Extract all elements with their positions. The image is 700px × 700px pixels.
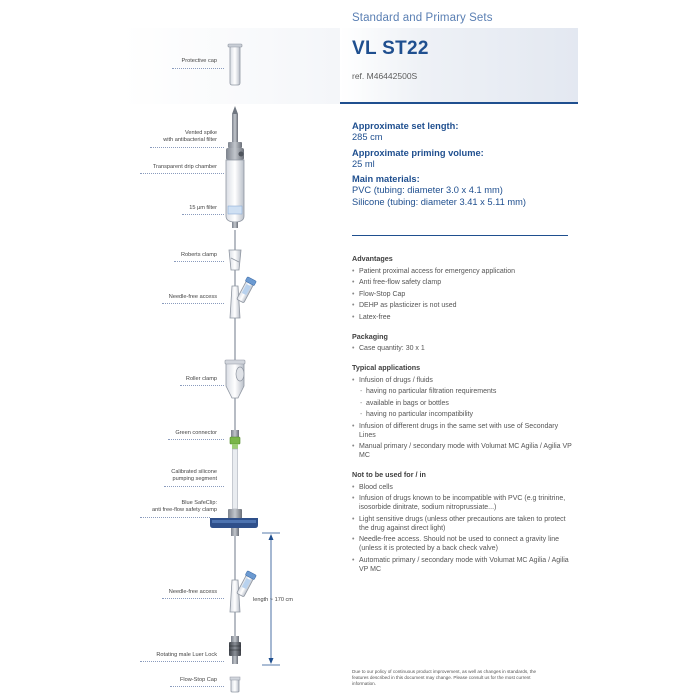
list-item: • Case quantity: 30 x 1 bbox=[352, 344, 572, 353]
spec-value-priming: 25 ml bbox=[352, 158, 375, 169]
label-pumping-1: Calibrated silicone bbox=[171, 469, 217, 475]
leader-line bbox=[170, 686, 224, 687]
leader-line bbox=[182, 214, 224, 215]
list-item: • Flow-Stop Cap bbox=[352, 290, 572, 299]
length-label: length ~ 170 cm bbox=[253, 597, 293, 603]
label-drip-chamber: Transparent drip chamber bbox=[152, 164, 217, 170]
leader-line bbox=[140, 661, 224, 662]
leader-line bbox=[180, 385, 224, 386]
list-item: • Manual primary / secondary mode with Volumat MC Agilia / Agilia VP MC bbox=[352, 442, 572, 460]
list-item: • Latex-free bbox=[352, 313, 572, 322]
list-subitem: - having no particular filtration requirements bbox=[352, 387, 572, 396]
list-item: • Automatic primary / secondary mode with Volumat MC Agilia / Agilia VP MC bbox=[352, 556, 572, 574]
label-roberts-clamp: Roberts clamp bbox=[180, 252, 217, 258]
label-green-connector: Green connector bbox=[175, 430, 217, 436]
label-pumping-2: pumping segment bbox=[172, 476, 217, 482]
not-used-heading: Not to be used for / in bbox=[352, 470, 426, 479]
spec-value-pvc: PVC (tubing: diameter 3.0 x 4.1 mm) bbox=[352, 185, 503, 195]
list-item: • Infusion of different drugs in the same set with use of Secondary Lines bbox=[352, 422, 572, 440]
product-title: VL ST22 bbox=[352, 38, 429, 59]
product-ref: ref. M46442500S bbox=[352, 71, 418, 81]
applications-heading: Typical applications bbox=[352, 363, 421, 372]
rotating-luer-lock bbox=[229, 636, 241, 664]
roberts-clamp bbox=[229, 250, 241, 270]
advantages-heading: Advantages bbox=[352, 254, 393, 263]
info-block bbox=[352, 252, 572, 574]
vented-spike bbox=[226, 106, 244, 160]
not-used-list bbox=[352, 483, 572, 574]
leader-line bbox=[172, 68, 224, 69]
list-item: • Infusion of drugs / fluids bbox=[352, 376, 572, 385]
flow-stop-cap bbox=[230, 677, 240, 692]
drip-chamber bbox=[226, 160, 244, 228]
footnote: Due to our policy of continuous product improvement, as well as changes in standards, the features described in this document may change. Please consult us for the most current information. bbox=[352, 669, 537, 686]
leader-line bbox=[150, 147, 224, 148]
protective-cap bbox=[228, 44, 242, 85]
label-needle-free-access-1: Needle-free access bbox=[168, 294, 217, 300]
green-connector bbox=[230, 430, 240, 449]
label-vented-spike-1: Vented spike bbox=[184, 130, 217, 136]
needle-free-access-2 bbox=[230, 571, 256, 612]
leader-line bbox=[164, 486, 224, 487]
packaging-heading: Packaging bbox=[352, 331, 388, 341]
packaging-list bbox=[352, 344, 572, 353]
label-luer-lock: Rotating male Luer Lock bbox=[156, 652, 217, 658]
label-flow-stop-cap: Flow-Stop Cap bbox=[180, 677, 217, 683]
label-protective-cap: Protective cap bbox=[181, 58, 217, 64]
leader-line bbox=[162, 303, 224, 304]
spec-divider bbox=[352, 235, 568, 236]
label-filter: 15 µm filter bbox=[189, 205, 217, 211]
blue-safeclip bbox=[210, 509, 258, 536]
list-item: • DEHP as plasticizer is not used bbox=[352, 301, 572, 310]
list-item: • Needle-free access. Should not be used to connect a gravity line (unless it is protected by a back check valve) bbox=[352, 535, 572, 553]
applications-list bbox=[352, 376, 572, 461]
list-item: • Anti free-flow safety clamp bbox=[352, 278, 572, 287]
needle-free-access-1 bbox=[230, 277, 256, 318]
list-item: • Light sensitive drugs (unless other precautions are taken to protect the drug against direct light) bbox=[352, 515, 572, 533]
series-title: Standard and Primary Sets bbox=[352, 12, 493, 24]
label-safeclip-2: anti free-flow safety clamp bbox=[152, 507, 217, 513]
list-item: • Patient proximal access for emergency application bbox=[352, 267, 572, 276]
specs-block bbox=[352, 120, 572, 211]
list-subitem: - available in bags or bottles bbox=[352, 399, 572, 408]
advantages-list bbox=[352, 267, 572, 322]
list-subitem: - having no particular incompatibility bbox=[352, 410, 572, 419]
spec-value-silicone: Silicone (tubing: diameter 3.41 x 5.11 mm) bbox=[352, 196, 526, 207]
silicone-pumping-segment bbox=[233, 449, 238, 509]
leader-line bbox=[168, 439, 224, 440]
leader-line bbox=[162, 598, 224, 599]
label-vented-spike-2: with antibacterial filter bbox=[163, 137, 217, 143]
leader-line bbox=[174, 261, 224, 262]
list-item: • Infusion of drugs known to be incompatible with PVC (e.g trinitrine, isosorbide dinitrate, sodium nitroprussiate...) bbox=[352, 494, 572, 512]
roller-clamp bbox=[225, 360, 245, 398]
leader-line bbox=[140, 517, 210, 518]
spec-label-length: Approximate set length: bbox=[352, 121, 459, 131]
list-item: • Blood cells bbox=[352, 483, 572, 492]
spec-label-priming: Approximate priming volume: bbox=[352, 147, 484, 158]
spec-value-length: 285 cm bbox=[352, 132, 383, 142]
spec-label-materials: Main materials: bbox=[352, 174, 420, 184]
label-needle-free-access-2: Needle-free access bbox=[168, 589, 217, 595]
label-roller-clamp: Roller clamp bbox=[185, 376, 217, 382]
label-safeclip-1: Blue SafeClip: bbox=[181, 500, 217, 506]
leader-line bbox=[140, 173, 224, 174]
